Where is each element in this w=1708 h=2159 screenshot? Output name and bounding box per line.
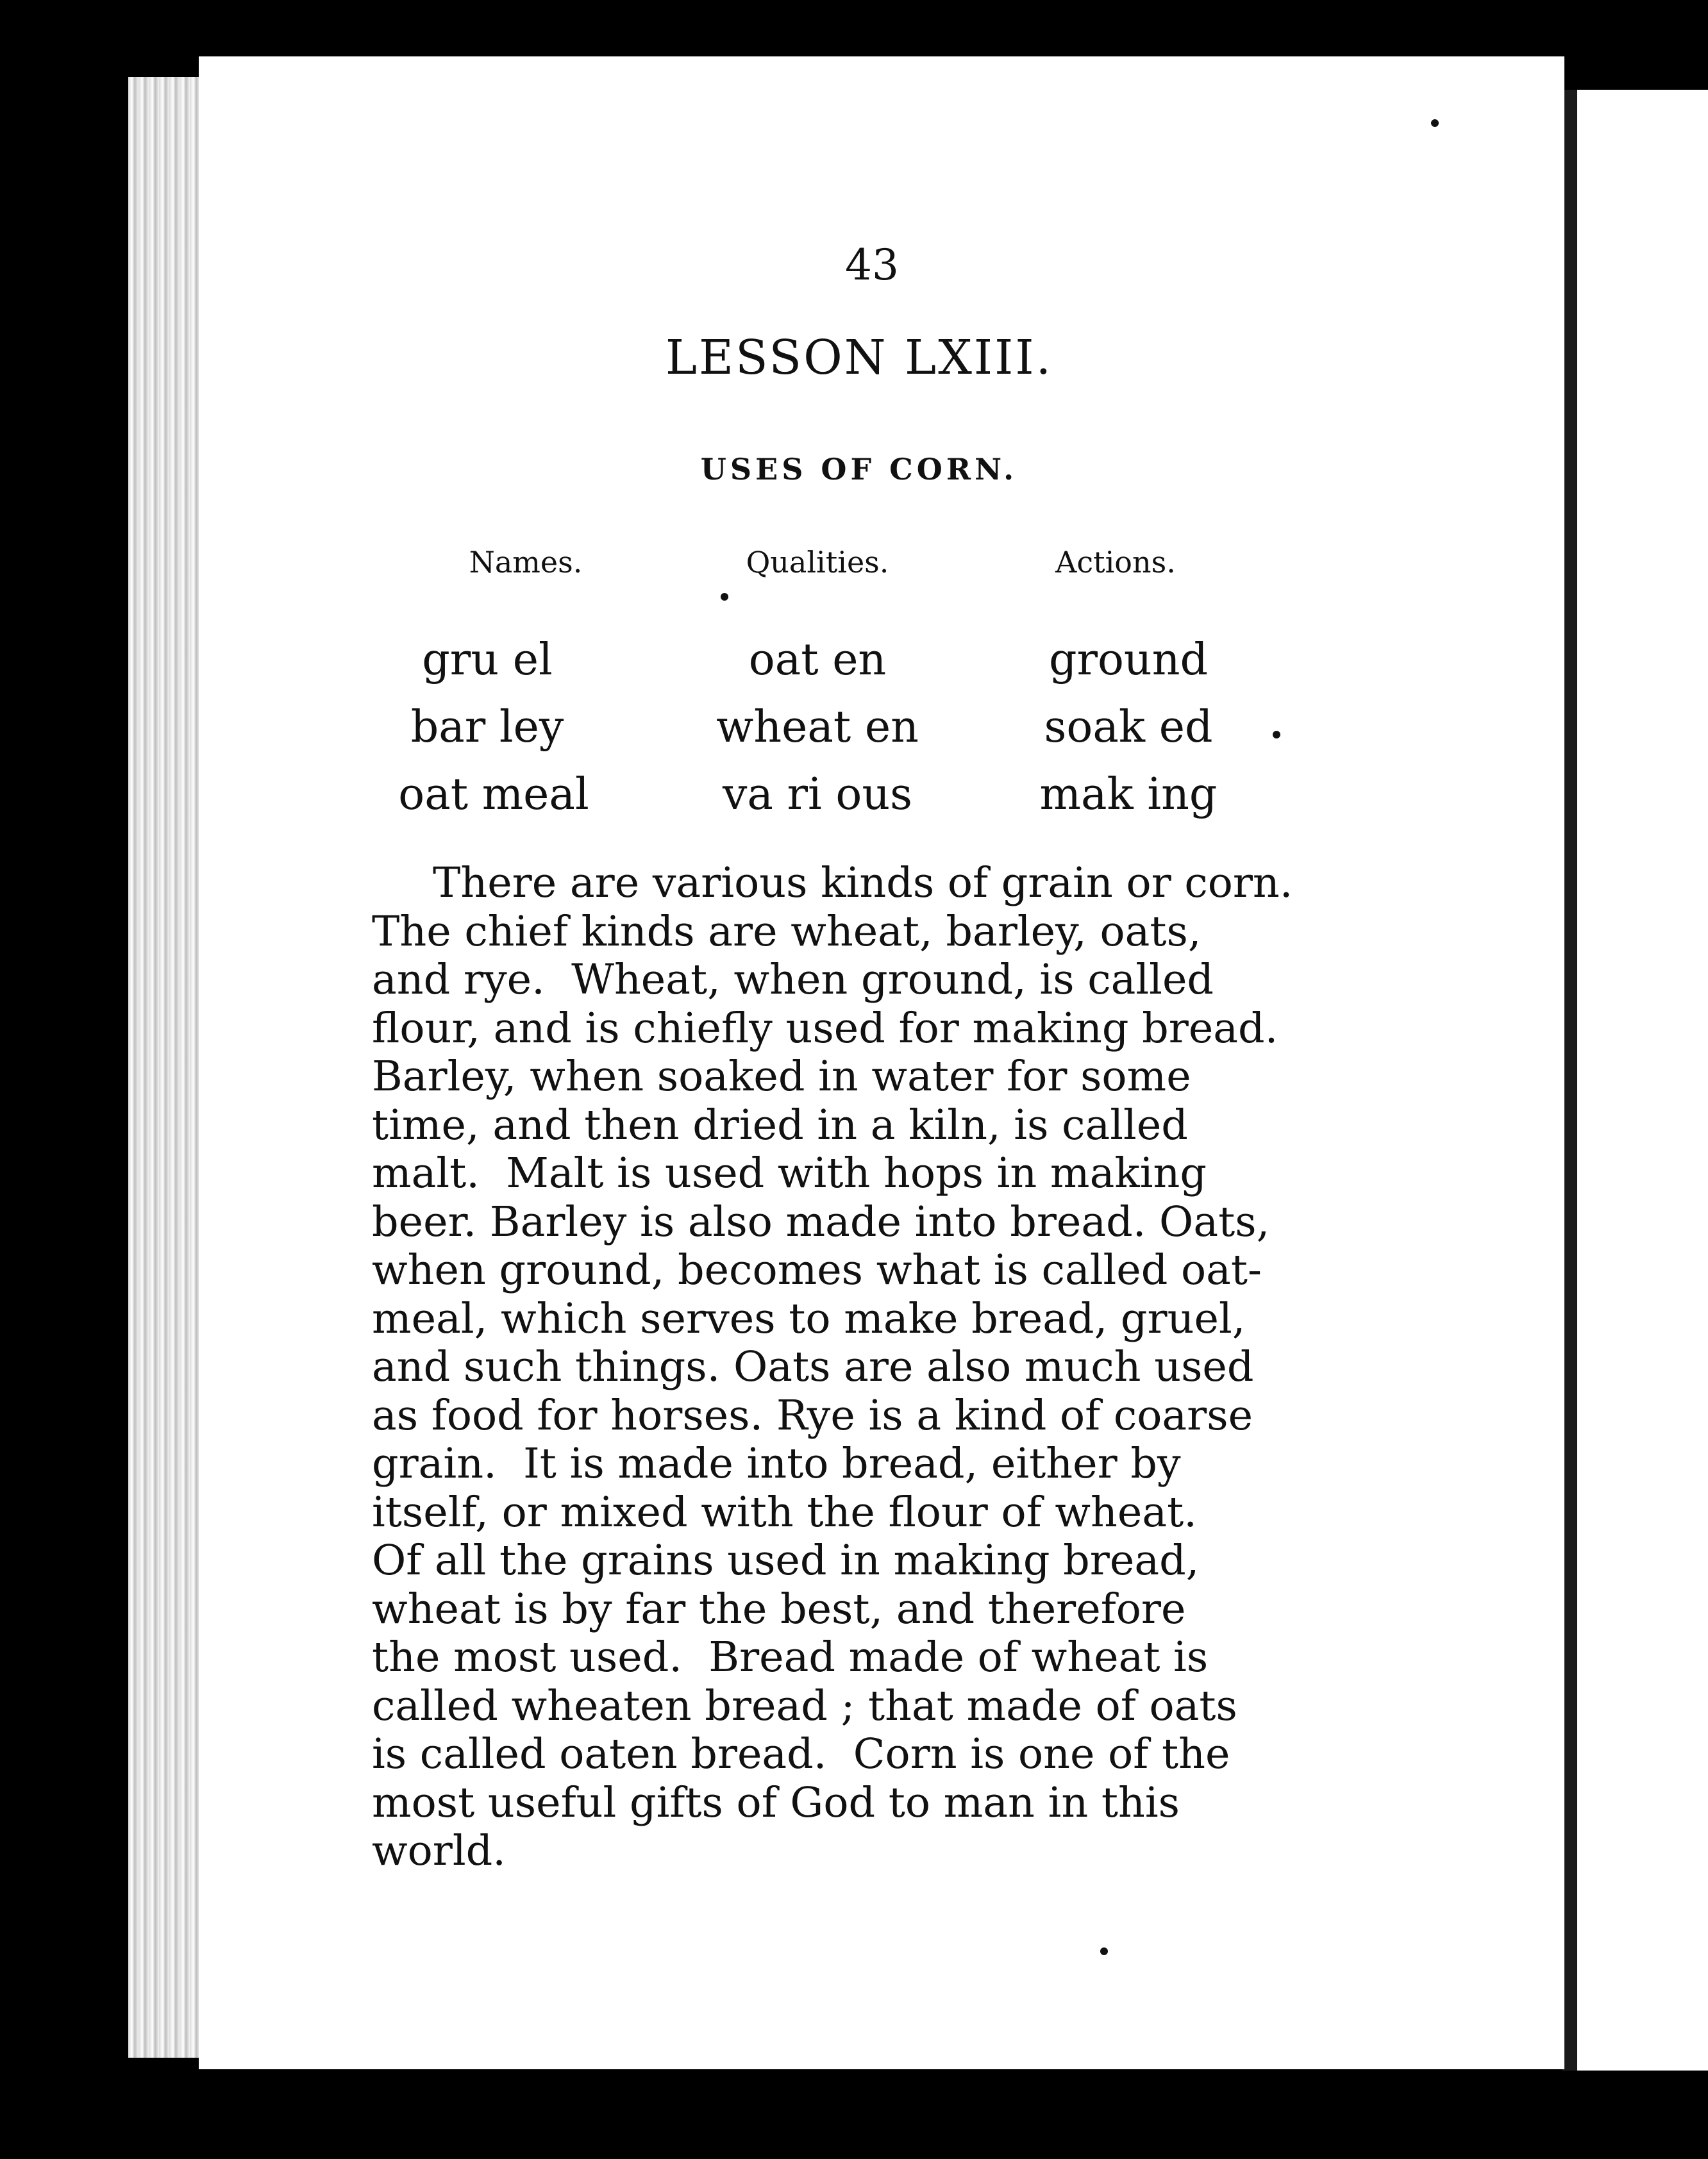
table-word: ground — [1048, 635, 1209, 685]
body-line: wheat is by far the best, and therefore — [372, 1585, 1186, 1633]
lesson-title: LESSON LXIII. — [665, 330, 1053, 385]
body-line: The chief kinds are wheat, barley, oats, — [372, 907, 1201, 956]
facing-page-edge — [1577, 90, 1708, 2071]
table-word: bar ley — [410, 702, 564, 753]
table-word: va ri ous — [722, 769, 913, 820]
body-line: called wheaten bread ; that made of oats — [372, 1681, 1237, 1730]
body-line: grain. It is made into bread, either by — [372, 1440, 1181, 1488]
body-line: Barley, when soaked in water for some — [372, 1053, 1191, 1101]
body-line: There are various kinds of grain or corn. — [433, 859, 1293, 907]
table-word: soak ed — [1044, 702, 1213, 753]
body-line: most useful gifts of God to man in this — [372, 1778, 1180, 1827]
ink-speck — [1100, 1947, 1108, 1955]
column-heading-names: Names. — [469, 545, 583, 579]
table-word: wheat en — [716, 702, 919, 753]
column-heading-actions: Actions. — [1055, 545, 1176, 579]
body-line: Of all the grains used in making bread, — [372, 1537, 1200, 1585]
table-word: gru el — [422, 635, 553, 685]
body-line: time, and then dried in a kiln, is called — [372, 1101, 1188, 1149]
body-line: world. — [372, 1827, 506, 1875]
column-heading-qualities: Qualities. — [746, 545, 889, 579]
ink-speck — [1431, 119, 1439, 127]
body-line: itself, or mixed with the flour of wheat. — [372, 1488, 1197, 1537]
section-title: USES OF CORN. — [700, 452, 1018, 487]
body-line: as food for horses. Rye is a kind of coarse — [372, 1391, 1253, 1440]
body-line: is called oaten bread. Corn is one of the — [372, 1730, 1230, 1778]
ink-speck — [1273, 731, 1280, 738]
body-line: malt. Malt is used with hops in making — [372, 1149, 1207, 1197]
lesson-body-text — [372, 859, 1295, 1876]
table-word: oat meal — [398, 769, 589, 820]
body-line: and such things. Oats are also much used — [372, 1343, 1254, 1391]
ink-speck — [721, 593, 728, 601]
body-line: the most used. Bread made of wheat is — [372, 1633, 1209, 1681]
body-line: and rye. Wheat, when ground, is called — [372, 956, 1214, 1004]
body-line: beer. Barley is also made into bread. Oats, — [372, 1197, 1270, 1246]
body-line: flour, and is chiefly used for making bread. — [372, 1004, 1278, 1053]
page-number: 43 — [845, 240, 899, 290]
book-spine-edge — [128, 77, 199, 2058]
body-line: meal, which serves to make bread, gruel, — [372, 1294, 1246, 1343]
table-word: mak ing — [1039, 769, 1218, 820]
body-line: when ground, becomes what is called oat- — [372, 1246, 1262, 1294]
table-word: oat en — [748, 635, 887, 685]
